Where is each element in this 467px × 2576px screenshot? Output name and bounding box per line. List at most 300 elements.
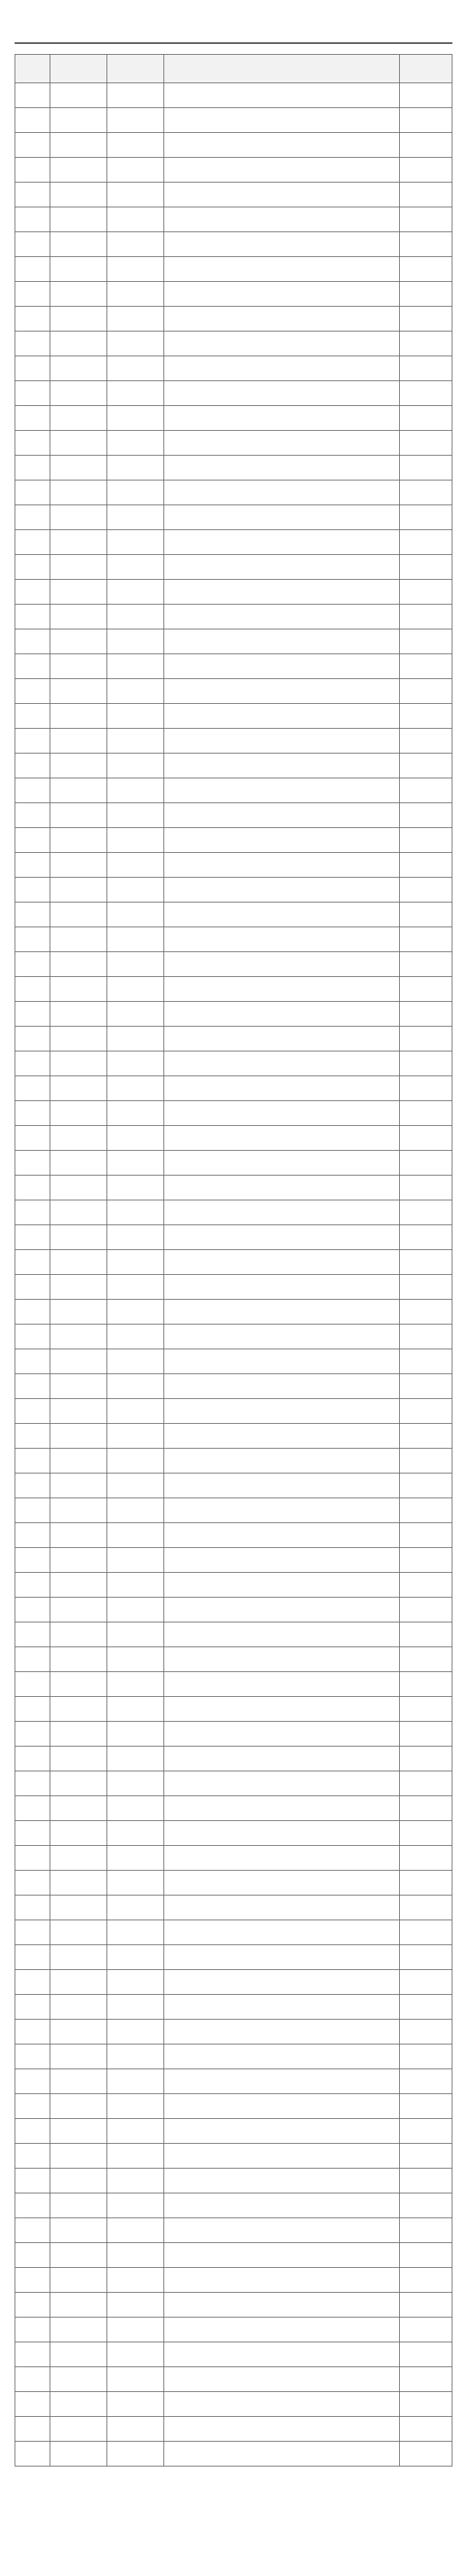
table-cell xyxy=(400,629,452,654)
table-cell xyxy=(50,1523,107,1548)
table-row xyxy=(15,778,452,803)
table-cell xyxy=(15,1399,50,1424)
table-cell xyxy=(15,2318,50,2342)
table-cell xyxy=(164,1002,400,1027)
table-cell xyxy=(400,2094,452,2119)
table-row xyxy=(15,456,452,480)
table-cell xyxy=(107,1051,164,1076)
table-cell xyxy=(164,1275,400,1300)
table-cell xyxy=(15,1176,50,1200)
table-row xyxy=(15,2342,452,2367)
table-cell xyxy=(107,1672,164,1697)
table-cell xyxy=(400,2193,452,2218)
table-cell xyxy=(50,2169,107,2193)
table-row xyxy=(15,2218,452,2243)
table-cell xyxy=(15,1126,50,1151)
table-row xyxy=(15,1076,452,1101)
table-cell xyxy=(15,2417,50,2442)
table-cell xyxy=(107,2044,164,2069)
table-cell xyxy=(164,1895,400,1920)
table-cell xyxy=(50,2020,107,2044)
table-cell xyxy=(107,1076,164,1101)
table-cell xyxy=(15,257,50,282)
table-cell xyxy=(164,2144,400,2169)
table-cell xyxy=(50,381,107,406)
table-cell xyxy=(50,480,107,505)
table-cell xyxy=(15,1970,50,1995)
table-cell xyxy=(50,1995,107,2020)
table-cell xyxy=(164,1846,400,1871)
table-cell xyxy=(107,878,164,902)
table-row xyxy=(15,207,452,232)
table-row xyxy=(15,2243,452,2268)
table-cell xyxy=(50,1076,107,1101)
table-row xyxy=(15,406,452,431)
table-cell xyxy=(400,1027,452,1051)
table-cell xyxy=(164,2218,400,2243)
table-cell xyxy=(50,133,107,158)
table-cell xyxy=(400,1970,452,1995)
table-cell xyxy=(50,2044,107,2069)
table-cell xyxy=(15,2044,50,2069)
table-cell xyxy=(107,1325,164,1349)
table-cell xyxy=(400,2169,452,2193)
table-cell xyxy=(164,505,400,530)
table-cell xyxy=(400,1722,452,1747)
table-cell xyxy=(15,629,50,654)
table-cell xyxy=(15,2268,50,2293)
table-cell xyxy=(15,108,50,133)
table-cell xyxy=(15,158,50,183)
table-cell xyxy=(400,1747,452,1771)
table-cell xyxy=(164,580,400,605)
table-cell xyxy=(400,1920,452,1945)
table-cell xyxy=(164,2069,400,2094)
table-cell xyxy=(164,1920,400,1945)
table-row xyxy=(15,2144,452,2169)
table-cell xyxy=(50,878,107,902)
table-cell xyxy=(164,1970,400,1995)
table-cell xyxy=(164,754,400,778)
table-cell xyxy=(164,207,400,232)
table-cell xyxy=(15,1349,50,1374)
table-cell xyxy=(164,1250,400,1275)
table-cell xyxy=(164,853,400,878)
table-cell xyxy=(15,828,50,853)
table-cell xyxy=(15,1374,50,1399)
footer-watermark xyxy=(15,2475,452,2496)
table-cell xyxy=(15,1647,50,1672)
table-cell xyxy=(400,2218,452,2243)
table-cell xyxy=(15,778,50,803)
table-row xyxy=(15,1176,452,1200)
table-cell xyxy=(50,2144,107,2169)
table-cell xyxy=(107,1920,164,1945)
table-cell xyxy=(107,331,164,356)
table-cell xyxy=(50,1747,107,1771)
table-row xyxy=(15,480,452,505)
table-cell xyxy=(15,1895,50,1920)
table-cell xyxy=(50,406,107,431)
table-cell xyxy=(164,2193,400,2218)
table-cell xyxy=(15,2293,50,2318)
table-cell xyxy=(107,605,164,629)
table-cell xyxy=(107,183,164,207)
table-cell xyxy=(164,927,400,952)
table-cell xyxy=(400,1573,452,1598)
table-cell xyxy=(50,1051,107,1076)
table-cell xyxy=(50,505,107,530)
table-cell xyxy=(15,2243,50,2268)
table-cell xyxy=(400,704,452,729)
table-cell xyxy=(400,2367,452,2392)
table-cell xyxy=(15,331,50,356)
table-row xyxy=(15,729,452,754)
table-cell xyxy=(400,1945,452,1970)
table-cell xyxy=(107,1697,164,1722)
table-cell xyxy=(50,1722,107,1747)
table-cell xyxy=(164,2293,400,2318)
table-cell xyxy=(50,1945,107,1970)
table-cell xyxy=(164,1796,400,1821)
table-cell xyxy=(107,729,164,754)
table-cell xyxy=(15,1796,50,1821)
table-cell xyxy=(107,1176,164,1200)
table-cell xyxy=(15,232,50,257)
table-cell xyxy=(50,456,107,480)
table-cell xyxy=(107,1573,164,1598)
table-cell xyxy=(15,679,50,704)
table-cell xyxy=(400,1424,452,1449)
table-row xyxy=(15,183,452,207)
table-cell xyxy=(15,1498,50,1523)
table-row xyxy=(15,505,452,530)
table-cell xyxy=(15,1151,50,1176)
table-cell xyxy=(15,456,50,480)
document-page xyxy=(15,0,452,2496)
table-cell xyxy=(107,1796,164,1821)
table-cell xyxy=(164,1697,400,1722)
table-row xyxy=(15,108,452,133)
table-row xyxy=(15,1846,452,1871)
table-cell xyxy=(164,1374,400,1399)
table-row xyxy=(15,2020,452,2044)
table-cell xyxy=(400,1176,452,1200)
table-cell xyxy=(107,1399,164,1424)
table-cell xyxy=(400,1473,452,1498)
table-cell xyxy=(50,2293,107,2318)
table-cell xyxy=(400,1771,452,1796)
table-row xyxy=(15,1573,452,1598)
table-cell xyxy=(15,2020,50,2044)
table-row xyxy=(15,2044,452,2069)
table-cell xyxy=(164,431,400,456)
table-row xyxy=(15,629,452,654)
table-cell xyxy=(107,1101,164,1126)
table-cell xyxy=(50,778,107,803)
table-cell xyxy=(15,1473,50,1498)
table-cell xyxy=(400,1374,452,1399)
table-cell xyxy=(15,803,50,828)
table-cell xyxy=(107,456,164,480)
table-cell xyxy=(107,1002,164,1027)
table-cell xyxy=(15,431,50,456)
header-cell xyxy=(164,54,400,83)
table-cell xyxy=(15,307,50,331)
table-cell xyxy=(15,356,50,381)
table-cell xyxy=(400,580,452,605)
table-cell xyxy=(400,1200,452,1225)
table-row xyxy=(15,2193,452,2218)
table-cell xyxy=(164,480,400,505)
table-cell xyxy=(15,1697,50,1722)
table-row xyxy=(15,1871,452,1895)
table-cell xyxy=(164,406,400,431)
table-cell xyxy=(15,580,50,605)
table-cell xyxy=(15,605,50,629)
table-cell xyxy=(107,1945,164,1970)
table-cell xyxy=(164,704,400,729)
table-row xyxy=(15,1449,452,1473)
table-cell xyxy=(164,828,400,853)
table-cell xyxy=(107,1200,164,1225)
table-row xyxy=(15,555,452,580)
table-cell xyxy=(400,1002,452,1027)
table-cell xyxy=(107,1151,164,1176)
table-row xyxy=(15,232,452,257)
table-cell xyxy=(164,555,400,580)
table-cell xyxy=(400,1672,452,1697)
table-row xyxy=(15,331,452,356)
table-cell xyxy=(50,2069,107,2094)
table-cell xyxy=(164,282,400,307)
table-cell xyxy=(164,1672,400,1697)
table-cell xyxy=(15,704,50,729)
table-row xyxy=(15,1945,452,1970)
table-cell xyxy=(164,2417,400,2442)
table-cell xyxy=(15,952,50,977)
table-cell xyxy=(50,207,107,232)
table-cell xyxy=(107,1473,164,1498)
table-row xyxy=(15,83,452,108)
table-cell xyxy=(400,331,452,356)
table-cell xyxy=(107,2020,164,2044)
table-cell xyxy=(164,1300,400,1325)
table-cell xyxy=(107,555,164,580)
table-cell xyxy=(15,1771,50,1796)
table-cell xyxy=(400,2069,452,2094)
table-cell xyxy=(400,1523,452,1548)
table-cell xyxy=(400,108,452,133)
table-cell xyxy=(164,1821,400,1846)
table-cell xyxy=(164,1176,400,1200)
table-cell xyxy=(107,654,164,679)
table-cell xyxy=(50,580,107,605)
table-cell xyxy=(15,1076,50,1101)
table-cell xyxy=(50,1176,107,1200)
table-cell xyxy=(50,902,107,927)
table-cell xyxy=(107,1027,164,1051)
table-cell xyxy=(50,1498,107,1523)
table-cell xyxy=(164,331,400,356)
header-row xyxy=(15,54,452,83)
table-cell xyxy=(50,232,107,257)
table-cell xyxy=(400,530,452,555)
table-cell xyxy=(107,679,164,704)
table-row xyxy=(15,1225,452,1250)
table-cell xyxy=(107,778,164,803)
table-cell xyxy=(107,754,164,778)
table-cell xyxy=(164,1995,400,2020)
table-cell xyxy=(107,1598,164,1622)
table-cell xyxy=(15,282,50,307)
table-cell xyxy=(50,1622,107,1647)
table-cell xyxy=(164,2367,400,2392)
table-cell xyxy=(15,1424,50,1449)
table-cell xyxy=(107,108,164,133)
table-cell xyxy=(400,902,452,927)
table-cell xyxy=(107,1647,164,1672)
table-cell xyxy=(107,406,164,431)
table-row xyxy=(15,1970,452,1995)
table-cell xyxy=(400,1871,452,1895)
table-cell xyxy=(400,183,452,207)
table-cell xyxy=(50,307,107,331)
table-cell xyxy=(164,2268,400,2293)
table-row xyxy=(15,1821,452,1846)
table-row xyxy=(15,2268,452,2293)
table-cell xyxy=(15,1449,50,1473)
table-cell xyxy=(400,133,452,158)
table-cell xyxy=(15,1598,50,1622)
table-cell xyxy=(107,2069,164,2094)
table-row xyxy=(15,2392,452,2417)
table-row xyxy=(15,679,452,704)
header-cell xyxy=(107,54,164,83)
table-cell xyxy=(164,133,400,158)
table-body xyxy=(15,83,452,2466)
table-cell xyxy=(164,1424,400,1449)
table-cell xyxy=(50,108,107,133)
table-cell xyxy=(400,1076,452,1101)
table-cell xyxy=(400,2119,452,2144)
table-cell xyxy=(400,1622,452,1647)
table-row xyxy=(15,1399,452,1424)
table-cell xyxy=(400,853,452,878)
table-cell xyxy=(15,1200,50,1225)
table-cell xyxy=(50,1126,107,1151)
table-cell xyxy=(400,505,452,530)
table-cell xyxy=(164,356,400,381)
table-cell xyxy=(50,1821,107,1846)
table-cell xyxy=(50,158,107,183)
table-cell xyxy=(164,1573,400,1598)
table-cell xyxy=(107,2367,164,2392)
table-cell xyxy=(400,1498,452,1523)
table-cell xyxy=(107,1275,164,1300)
table-cell xyxy=(50,629,107,654)
table-cell xyxy=(400,1151,452,1176)
table-row xyxy=(15,1920,452,1945)
table-cell xyxy=(400,1250,452,1275)
table-cell xyxy=(107,1970,164,1995)
table-cell xyxy=(50,1771,107,1796)
table-row xyxy=(15,282,452,307)
table-cell xyxy=(164,456,400,480)
table-cell xyxy=(107,356,164,381)
table-cell xyxy=(50,654,107,679)
table-cell xyxy=(400,381,452,406)
table-cell xyxy=(400,480,452,505)
table-cell xyxy=(15,1821,50,1846)
table-cell xyxy=(400,2144,452,2169)
table-cell xyxy=(107,1821,164,1846)
table-cell xyxy=(50,530,107,555)
table-cell xyxy=(400,977,452,1002)
table-cell xyxy=(50,729,107,754)
table-cell xyxy=(164,1051,400,1076)
table-cell xyxy=(400,1995,452,2020)
table-cell xyxy=(400,431,452,456)
table-cell xyxy=(107,1126,164,1151)
table-cell xyxy=(400,158,452,183)
table-cell xyxy=(50,1151,107,1176)
table-cell xyxy=(164,977,400,1002)
table-cell xyxy=(107,505,164,530)
table-cell xyxy=(400,1796,452,1821)
table-cell xyxy=(107,158,164,183)
header-cell xyxy=(400,54,452,83)
table-cell xyxy=(164,1126,400,1151)
table-cell xyxy=(50,1548,107,1573)
table-row xyxy=(15,1325,452,1349)
table-cell xyxy=(400,2020,452,2044)
table-row xyxy=(15,1027,452,1051)
table-cell xyxy=(107,381,164,406)
table-cell xyxy=(15,2218,50,2243)
table-cell xyxy=(107,2442,164,2466)
table-cell xyxy=(164,2094,400,2119)
table-cell xyxy=(164,778,400,803)
table-cell xyxy=(164,1151,400,1176)
table-cell xyxy=(15,207,50,232)
table-cell xyxy=(50,1225,107,1250)
table-cell xyxy=(400,2243,452,2268)
table-row xyxy=(15,2367,452,2392)
table-row xyxy=(15,1722,452,1747)
table-cell xyxy=(400,1399,452,1424)
table-cell xyxy=(400,1895,452,1920)
table-cell xyxy=(400,927,452,952)
table-cell xyxy=(50,1027,107,1051)
table-row xyxy=(15,530,452,555)
table-cell xyxy=(50,2318,107,2342)
table-row xyxy=(15,1771,452,1796)
table-row xyxy=(15,1349,452,1374)
table-cell xyxy=(400,1449,452,1473)
table-cell xyxy=(107,1449,164,1473)
table-cell xyxy=(400,1821,452,1846)
table-row xyxy=(15,2119,452,2144)
table-row xyxy=(15,1275,452,1300)
table-cell xyxy=(164,530,400,555)
table-cell xyxy=(164,2243,400,2268)
table-cell xyxy=(107,2268,164,2293)
table-cell xyxy=(164,1399,400,1424)
table-cell xyxy=(164,1449,400,1473)
table-cell xyxy=(107,2293,164,2318)
table-row xyxy=(15,605,452,629)
